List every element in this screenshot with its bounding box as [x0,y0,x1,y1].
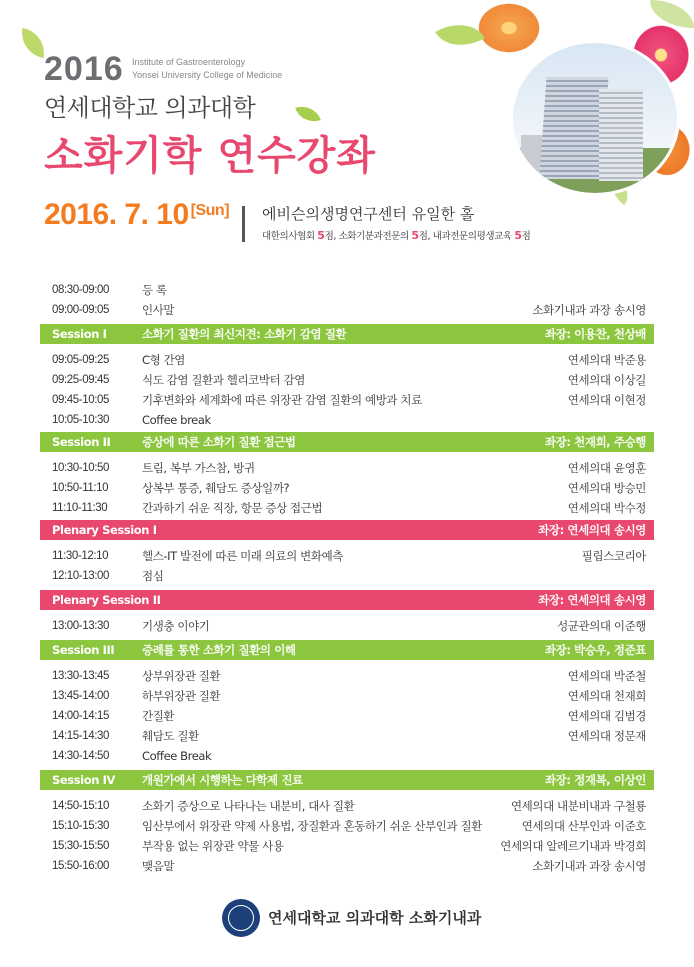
institute-name: Institute of Gastroenterology Yonsei University College of Medicine [132,57,283,80]
schedule-row: 10:30-10:50 트림, 복부 가스참, 방귀 연세의대 윤영훈 [52,461,646,475]
event-venue: 에비슨의생명연구센터 유일한 홀 [262,205,475,223]
session-header-2: Session II 증상에 따른 소화기 질환 접근법 좌장: 천재희, 주승행 [40,432,654,452]
schedule-row: 14:00-14:15 간질환 연세의대 김범경 [52,709,646,723]
schedule-row: 15:10-15:30 임산부에서 위장관 약제 사용법, 장질환과 혼동하기 쉬운 산부인과 질환 연세의대 산부인과 이준호 [52,819,646,833]
footer-organizer: 연세대학교 의과대학 소화기내과 [268,909,482,927]
schedule-row: 14:30-14:50 Coffee Break [52,749,212,763]
schedule-row: 14:15-14:30 췌담도 질환 연세의대 정문재 [52,729,646,743]
university-name: 연세대학교 의과대학 [44,94,256,122]
session-header-4: Session IV 개원가에서 시행하는 다학제 진료 좌장: 정재복, 이상인 [40,770,654,790]
event-date: 2016. 7. 10 [Sun] [44,198,230,231]
schedule-row: 09:25-09:45 식도 감염 질환과 헬리코박터 감염 연세의대 이상길 [52,373,646,387]
schedule-row: 10:50-11:10 상복부 통증, 췌담도 증상일까? 연세의대 방승민 [52,481,646,495]
flower-decoration-1 [474,0,544,56]
plenary-header-2: Plenary Session II 좌장: 연세의대 송시영 [40,590,654,610]
schedule-row: 15:50-16:00 맺음말 소화기내과 과장 송시영 [52,859,646,873]
divider [242,206,245,242]
schedule-row: 10:05-10:30 Coffee break [52,413,211,427]
session-header-3: Session III 증례를 통한 소화기 질환의 이해 좌장: 박승우, 정준표 [40,640,654,660]
schedule-row: 14:50-15:10 소화기 증상으로 나타나는 내분비, 대사 질환 연세의대 내분비내과 구철룡 [52,799,646,813]
schedule-row: 12:10-13:00 점심 [52,569,164,583]
schedule-row: 15:30-15:50 부작용 없는 위장관 약물 사용 연세의대 알레르기내과 박경희 [52,839,646,853]
schedule-row: 11:30-12:10 헬스-IT 발전에 따른 미래 의료의 변화예측 필립스코리아 [52,549,646,563]
schedule [40,280,654,876]
schedule-row: 09:05-09:25 C형 간염 연세의대 박준용 [52,353,646,367]
schedule-row: 13:30-13:45 상부위장관 질환 연세의대 박준철 [52,669,646,683]
credit-info: 대한의사협회 5점, 소화기분과전문의 5점, 내과전문의평생교육 5점 [262,229,531,242]
schedule-row: 09:45-10:05 기후변화와 세계화에 따른 위장관 감염 질환의 예방과 치료 연세의대 이현정 [52,393,646,407]
schedule-row: 09:00-09:05 인사말 소화기내과 과장 송시영 [52,303,646,317]
leaf-decoration-2 [295,101,321,127]
page-title: 소화기학 연수강좌 [44,133,377,179]
schedule-row: 11:10-11:30 간과하기 쉬운 직장, 항문 증상 접근법 연세의대 박수정 [52,501,646,515]
university-seal-icon [222,899,260,937]
event-year: 2016 [44,50,124,88]
schedule-row: 13:00-13:30 기생충 이야기 성균관의대 이준행 [52,619,646,633]
schedule-row: 13:45-14:00 하부위장관 질환 연세의대 천재희 [52,689,646,703]
plenary-header-1: Plenary Session I 좌장: 연세의대 송시영 [40,520,654,540]
session-header-1: Session I 소화기 질환의 최신지견: 소화기 감염 질환 좌장: 이용찬, 천상배 [40,324,654,344]
building-photo [510,40,680,196]
schedule-row: 08:30-09:00 등 록 [52,283,167,297]
